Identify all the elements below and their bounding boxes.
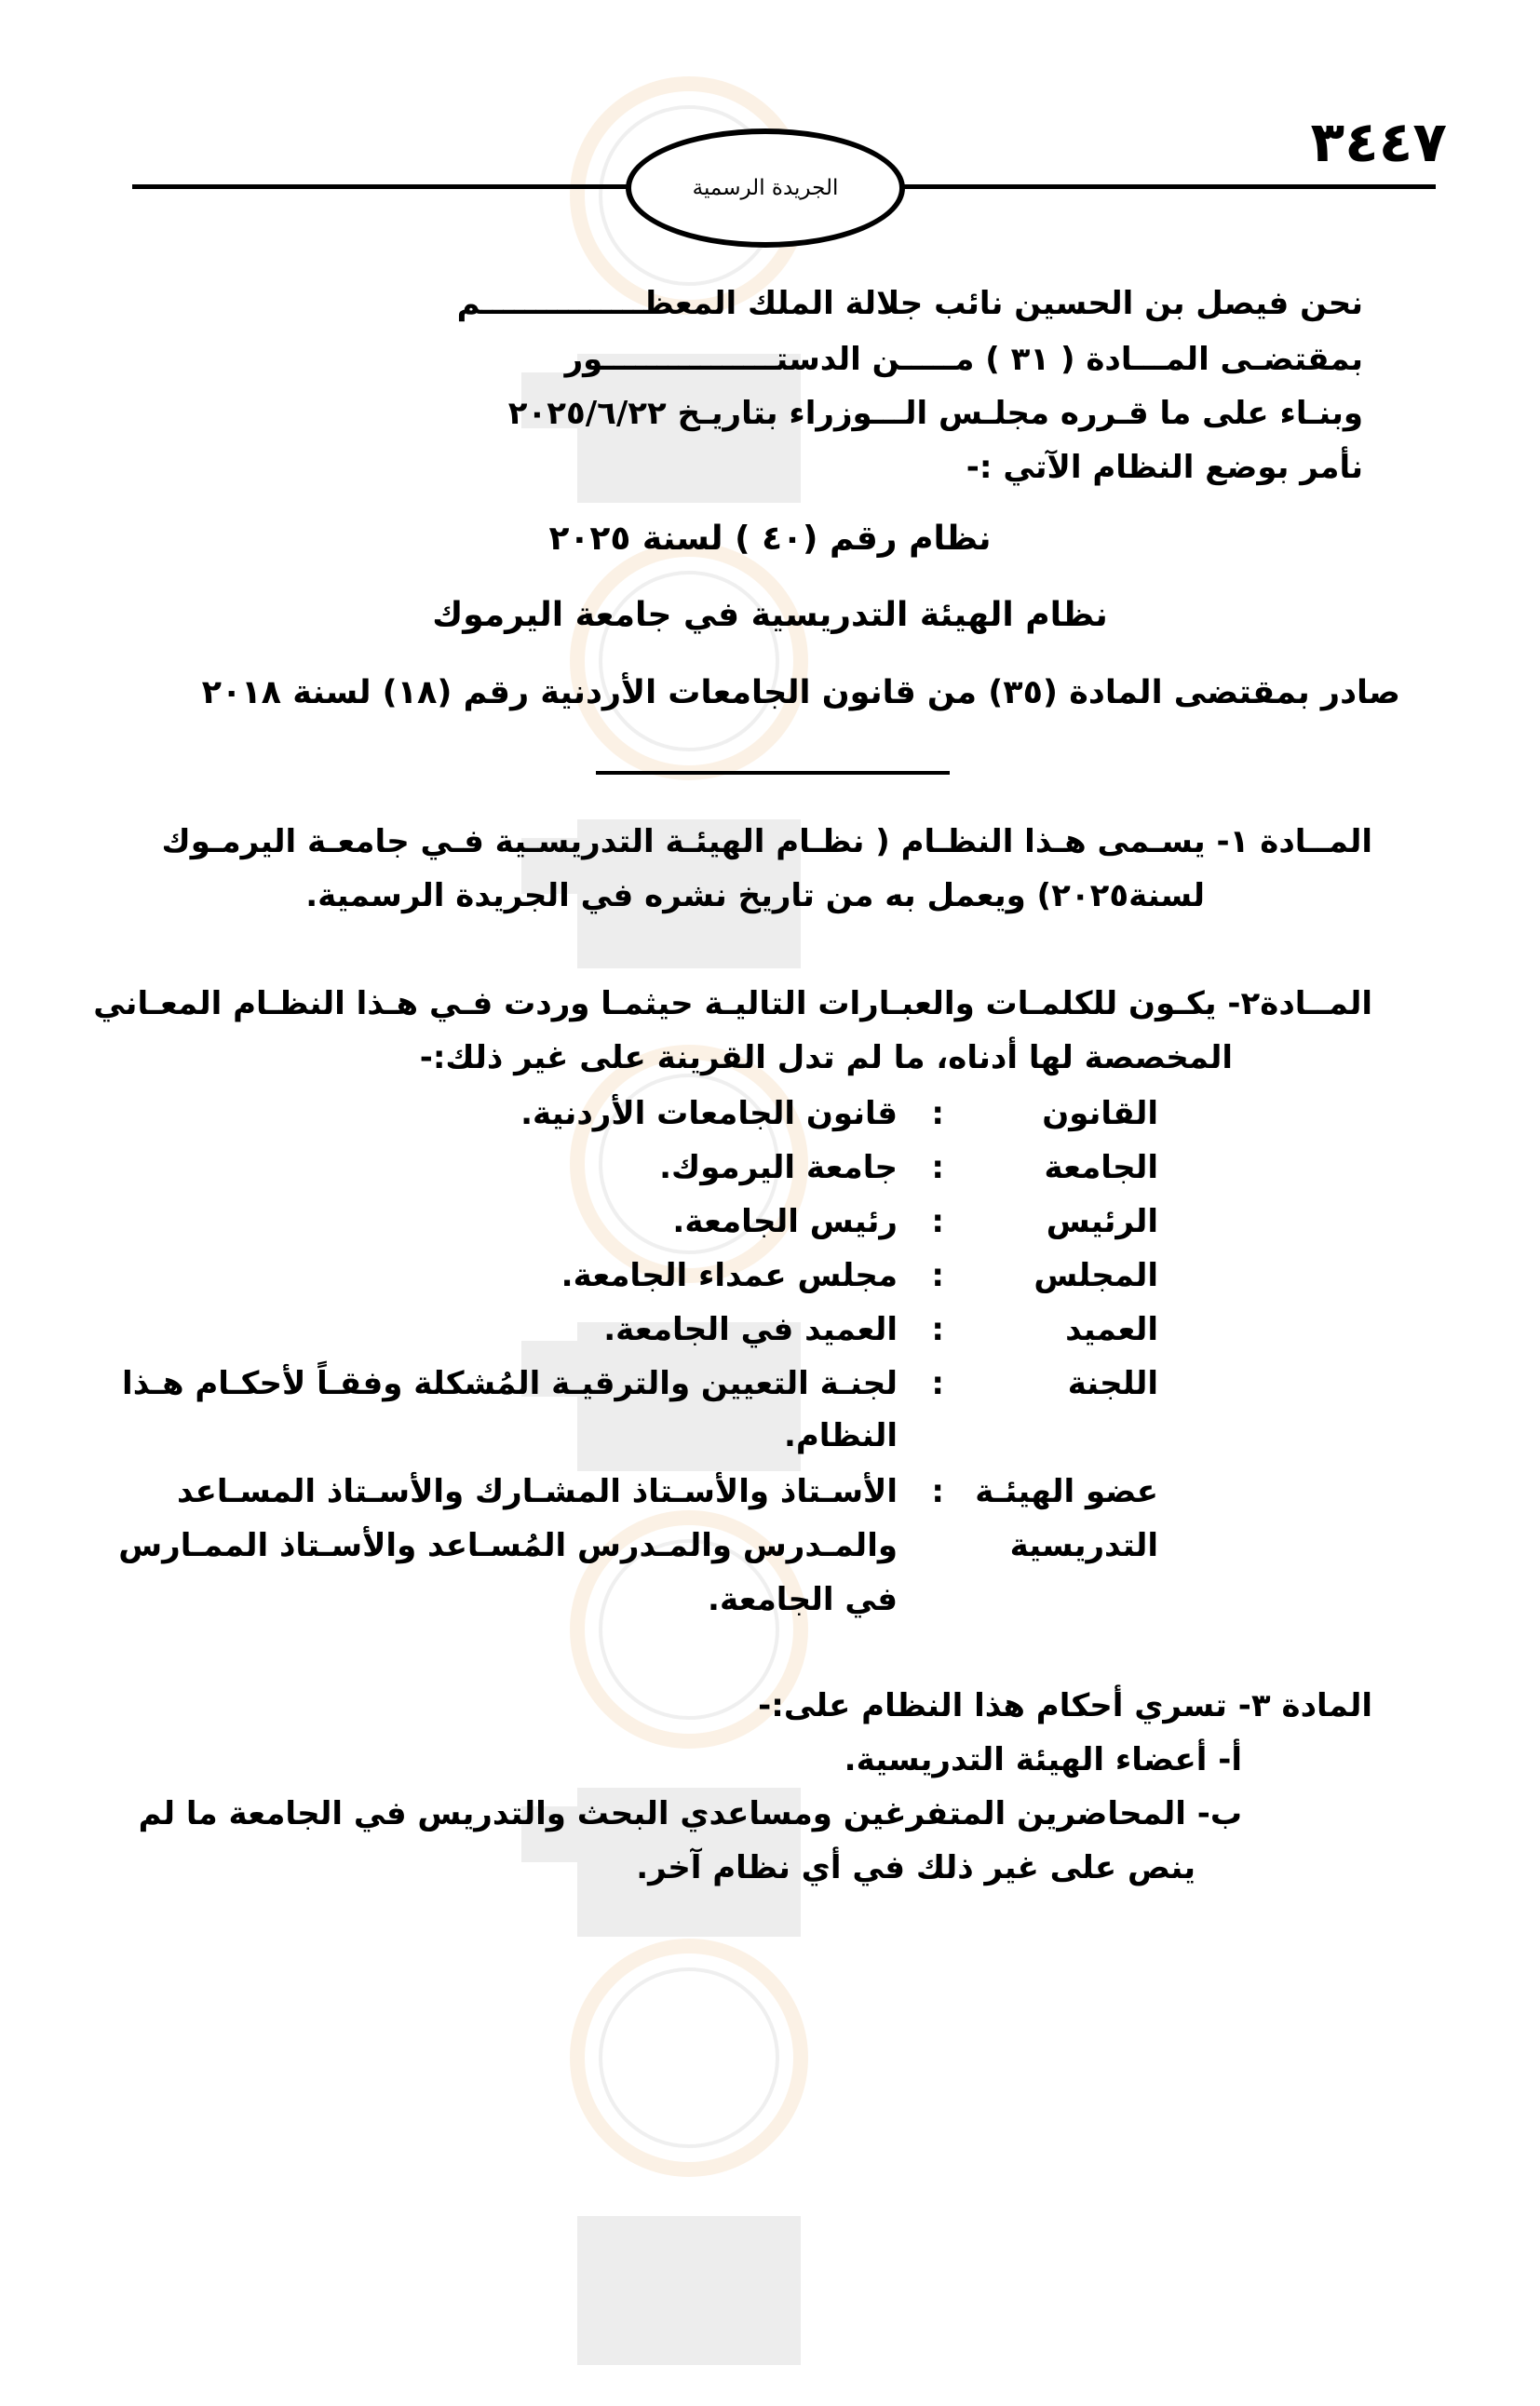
article3-item: ب- المحاضرين المتفرغين ومساعدي البحث والتدريس في الجامعة ما لم [138,1795,1242,1832]
definition-term: الرئيس [1046,1203,1158,1240]
article3-continuation: ينص على غير ذلك في أي نظام آخر. [636,1849,1196,1886]
definition-term: المجلس [1033,1257,1158,1294]
definition-value: النظام. [783,1417,898,1454]
definition-value: في الجامعة. [708,1581,898,1618]
definition-term: التدريسية [1009,1527,1158,1564]
definition-value: لجنـة التعيين والترقيـة المُشكلة وفقـاً لأحكـام هـذا [122,1365,898,1402]
definition-value: الأسـتاذ والأسـتاذ المشـارك والأسـتاذ المسـاعد [177,1473,898,1510]
issued-under: صادر بمقتضى المادة (٣٥) من قانون الجامعات الأردنية رقم (١٨) لسنة ٢٠١٨ [201,674,1400,711]
article1-line: المــادة ١- يسـمى هـذا النظـام ( نظـام الهيئـة التدريسـية فـي جامعـة اليرمـوك [161,823,1372,860]
preamble-line: بمقتضـى المـــادة ( ٣١ ) مـــــن الدستــــــــــــــــور [564,341,1363,378]
definition-colon: : [931,1473,944,1510]
definition-colon: : [931,1365,944,1402]
preamble-line: نحن فيصل بن الحسين نائب جلالة الملك المعظـــــــــــــــم [456,285,1363,322]
definition-term: عضو الهيئـة [975,1473,1158,1510]
article1-line: لسنة٢٠٢٥) ويعمل به من تاريخ نشره في الجريدة الرسمية. [305,877,1205,914]
definition-colon: : [931,1149,944,1186]
definition-term: اللجنة [1067,1365,1158,1402]
article3-intro: المادة ٣- تسري أحكام هذا النظام على:- [758,1687,1372,1724]
definition-term: الجامعة [1044,1149,1158,1186]
definition-term: القانون [1042,1095,1158,1132]
definition-term: العميد [1065,1311,1158,1348]
definition-colon: : [931,1203,944,1240]
definition-value: رئيس الجامعة. [672,1203,898,1240]
watermark-logo [466,1918,912,2402]
definition-value: قانون الجامعات الأردنية. [520,1095,898,1132]
definition-colon: : [931,1311,944,1348]
separator-rule [596,771,950,775]
definition-value: والمـدرس والمـدرس المُسـاعد والأسـتاذ الممـارس [118,1527,898,1564]
gazette-oval [626,128,905,248]
article2-intro: المــادة٢- يكـون للكلمـات والعبـارات التاليـة حيثمـا وردت فـي هـذا النظـام المعـاني [93,985,1372,1022]
article2-intro: المخصصة لها أدناه، ما لم تدل القرينة على غير ذلك:- [419,1039,1233,1076]
definition-colon: : [931,1095,944,1132]
definition-value: جامعة اليرموك. [659,1149,898,1186]
regulation-number: نظام رقم (٤٠ ) لسنة ٢٠٢٥ [548,520,992,558]
page-number: ٣٤٤٧ [1310,110,1447,175]
article3-item: أ- أعضاء الهيئة التدريسية. [844,1741,1242,1778]
preamble-line: وبنـاء على ما قـرره مجلـس الـــوزراء بتاريـخ ٢٠٢٥/٦/٢٢ [507,395,1363,432]
definition-value: مجلس عمداء الجامعة. [561,1257,898,1294]
definition-value: العميد في الجامعة. [603,1311,898,1348]
preamble-line: نأمر بوضع النظام الآتي :- [966,449,1363,486]
watermark-logo [466,521,912,1006]
regulation-title: نظام الهيئة التدريسية في جامعة اليرموك [432,596,1108,634]
definition-colon: : [931,1257,944,1294]
gazette-name: الجريدة الرسمية [692,176,839,200]
